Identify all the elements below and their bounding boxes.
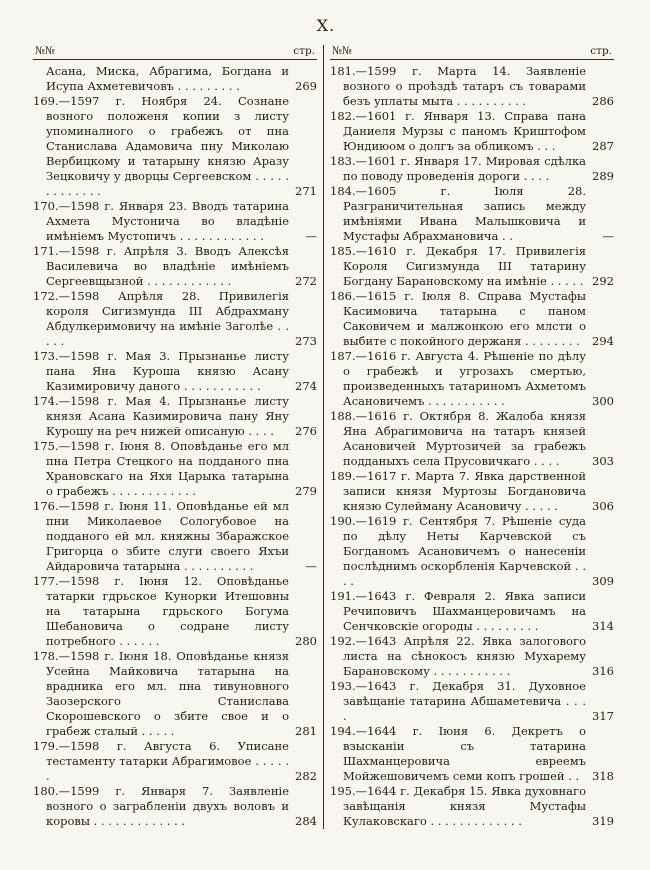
index-entry <box>330 514 614 589</box>
page-column-label: стр. <box>293 45 315 57</box>
entry-page-number: 269 <box>295 79 317 93</box>
entry-page-number: 274 <box>295 379 317 393</box>
column-divider-rule <box>323 45 324 829</box>
right-entry-list <box>330 64 614 829</box>
numbers-column-label: №№ <box>35 45 55 57</box>
entry-page-number: 279 <box>295 484 317 498</box>
right-column <box>330 45 614 829</box>
entry-text: 189.—1617 г. Марта 7. Явка дарственной записи князя Муртозы Богдановича князю Сулейману Асановичу . . . . . <box>330 469 586 513</box>
entry-page-number: 276 <box>295 424 317 438</box>
index-entry <box>330 184 614 244</box>
entry-text: 188.—1616 г. Октября 8. Жалоба князя Яна Абрагимовича на татаръ князей Асановичей Муртозичей за грабежъ подданыхъ села Прусовичкаго . . . . <box>330 409 586 468</box>
entry-text: 181.—1599 г. Марта 14. Заявленіе возного о проѣздѣ татаръ съ товарами безъ уплаты мыта . . . . . . . . . . <box>330 64 586 108</box>
entry-page-number: 316 <box>592 664 614 678</box>
right-column-header <box>330 45 614 60</box>
entry-page-number: 287 <box>592 139 614 153</box>
entry-page-number: 292 <box>592 274 614 288</box>
index-entry <box>330 679 614 724</box>
entry-text: 170.—1598 г. Января 23. Вводъ татарина Ахмета Мустонича во владѣніе имѣніемъ Мустопичъ . . . . . . . . . . . . <box>33 199 289 243</box>
index-entry <box>33 349 317 394</box>
entry-text: 183.—1601 г. Января 17. Мировая сдѣлка по поводу проведенія дороги . . . . <box>330 154 586 183</box>
index-entry <box>330 724 614 784</box>
entry-page-number: 281 <box>295 724 317 738</box>
index-entry <box>330 589 614 634</box>
left-entry-list <box>33 64 317 829</box>
index-entry <box>330 784 614 829</box>
index-entry <box>33 94 317 199</box>
entry-page-number: 314 <box>592 619 614 633</box>
entry-page-number: — <box>602 229 614 243</box>
page-column-label: стр. <box>590 45 612 57</box>
entry-text: 187.—1616 г. Августа 4. Рѣшеніе по дѣлу о грабежѣ и угрозахъ смертью, произведенныхъ татариномъ Ахметомъ Асановичемъ . . . . . . . . . . . <box>330 349 586 408</box>
entry-page-number: 294 <box>592 334 614 348</box>
entry-text: 178.—1598 г. Іюня 18. Оповѣданье князя Усейна Майковича татарына на врадника его мл. пна тивуновного Заозерского Станислава Скорошевского о збите свое и о грабеж сталый . . . . . <box>33 649 289 738</box>
left-column <box>33 45 317 829</box>
entry-page-number: 319 <box>592 814 614 828</box>
entry-text: 174.—1598 г. Мая 4. Прызнанье листу князя Асана Казимировича пану Яну Курошу на реч нижей описаную . . . . <box>33 394 289 438</box>
entry-page-number: 282 <box>295 769 317 783</box>
index-entry <box>33 199 317 244</box>
entry-text: 177.—1598 г. Іюня 12. Оповѣданье татарки гдрьское Кунорки Итешовны на татарына гдрьского Богума Шебановича о содране листу потребного . . . . . . <box>33 574 289 648</box>
index-entry <box>33 784 317 829</box>
entry-page-number: 318 <box>592 769 614 783</box>
entry-text: 191.—1643 г. Февраля 2. Явка записи Речиповичъ Шахманцеровичамъ на Сенчковскіе огороды . . . . . . . . . <box>330 589 586 633</box>
entry-text: 190.—1619 г. Сентября 7. Рѣшеніе суда по дѣлу Неты Карчевской съ Богданомъ Асановичемъ о нанесеніи послѣднимъ оскорбленія Карчевской . . . . <box>330 514 586 588</box>
two-column-index <box>33 45 619 829</box>
index-entry <box>33 739 317 784</box>
entry-text: 172.—1598 Апрѣля 28. Привилегія короля Сигизмунда III Абдрахману Абдулкеримовичу на имѣніе Заголѣе . . . . . <box>33 289 289 348</box>
index-entry <box>330 469 614 514</box>
entry-text: 194.—1644 г. Іюня 6. Декретъ о взысканіи съ татарина Шахманцеровича евреемъ Мойжешовичемъ семи копъ грошей . . <box>330 724 586 783</box>
entry-page-number: — <box>305 559 317 573</box>
entry-text: 175.—1598 г. Іюня 8. Оповѣданье его мл пна Петра Стецкого на подданого пна Храновскаго на Яхя Царыка татарына о грабежъ . . . . . . . . . . . . <box>33 439 289 498</box>
entry-text: Асана, Миска, Абрагима, Богдана и Исупа Ахметевичовъ . . . . . . . . . <box>46 64 289 93</box>
index-entry <box>330 409 614 469</box>
entry-page-number: 300 <box>592 394 614 408</box>
entry-text: 184.—1605 г. Іюля 28. Разграничительная запись между имѣніями Ивана Мальшковича и Мустафы Абрахмановича . . <box>330 184 586 243</box>
index-entry <box>33 289 317 349</box>
index-entry <box>33 649 317 739</box>
index-entry <box>33 394 317 439</box>
entry-text: 180.—1599 г. Января 7. Заявленіе возного о заграбленіи двухъ воловъ и коровы . . . . . . . . . . . . . <box>33 784 289 828</box>
entry-text: 179.—1598 г. Августа 6. Уписане тестаменту татарки Абрагимовое . . . . . . <box>33 739 289 783</box>
entry-page-number: 306 <box>592 499 614 513</box>
entry-text: 193.—1643 г. Декабря 31. Духовное завѣщаніе татарина Абшаметевича . . . . <box>330 679 586 723</box>
index-entry <box>33 499 317 574</box>
entry-text: 186.—1615 г. Іюля 8. Справа Мустафы Касимовича татарына с паном Саковичем и малжонкою его млсти о выбите с покойного держаня . . . . . . . . <box>330 289 586 348</box>
entry-text: 195.—1644 г. Декабря 15. Явка духовнаго завѣщанія князя Мустафы Кулаковскаго . . . . . . . . . . . . . <box>330 784 586 828</box>
index-entry <box>330 244 614 289</box>
entry-page-number: 286 <box>592 94 614 108</box>
page-number-heading: X. <box>316 16 336 35</box>
entry-text: 173.—1598 г. Мая 3. Прызнанье листу пана Яна Куроша князю Асану Казимировичу даного . . . . . . . . . . . <box>33 349 289 393</box>
entry-page-number: 303 <box>592 454 614 468</box>
entry-page-number: — <box>305 229 317 243</box>
index-entry <box>330 109 614 154</box>
index-entry <box>33 244 317 289</box>
entry-text: 171.—1598 г. Апрѣля 3. Вводъ Алексѣя Василевича во владѣніе имѣніемъ Сергеевщызной . . . . . . . . . . . . <box>33 244 289 288</box>
index-entry <box>330 289 614 349</box>
index-entry <box>330 64 614 109</box>
entry-text: 176.—1598 г. Іюня 11. Оповѣданье ей мл пни Миколаевое Сологубовое на подданого ей мл. княжны Збаражское Григорца о збите слуги своего Яхъи Айдаровича татарына . . . . . . . . . . <box>33 499 289 573</box>
numbers-column-label: №№ <box>332 45 352 57</box>
index-entry <box>330 154 614 184</box>
entry-text: 185.—1610 г. Декабря 17. Привилегія Короля Сигизмунда III татарину Богдану Барановскому на имѣніе . . . . . <box>330 244 586 288</box>
entry-page-number: 271 <box>295 184 317 198</box>
entry-page-number: 309 <box>592 574 614 588</box>
entry-page-number: 280 <box>295 634 317 648</box>
entry-text: 182.—1601 г. Января 13. Справа пана Даниеля Мурзы с паномъ Криштофом Юндиюом о долгъ за обликомъ . . . <box>330 109 586 153</box>
entry-page-number: 284 <box>295 814 317 828</box>
entry-page-number: 272 <box>295 274 317 288</box>
index-entry <box>33 574 317 649</box>
entry-text: 192.—1643 Апрѣля 22. Явка залогового листа на сѣнокосъ князю Мухарему Барановскому . . . . . . . . . . . <box>330 634 586 678</box>
index-entry <box>33 64 317 94</box>
index-entry <box>33 439 317 499</box>
entry-text: 169.—1597 г. Ноября 24. Сознане возного положеня копии з листу упоминалного о грабежъ от пна Станислава Адамовича пну Миколаю Вербицкому и татарыну князю Аразу Зецковичу у дворцы Сергеевском . . . . . . . . . . . . . <box>33 94 289 198</box>
entry-page-number: 289 <box>592 169 614 183</box>
entry-page-number: 273 <box>295 334 317 348</box>
index-entry <box>330 634 614 679</box>
index-entry <box>330 349 614 409</box>
entry-page-number: 317 <box>592 709 614 723</box>
left-column-header <box>33 45 317 60</box>
